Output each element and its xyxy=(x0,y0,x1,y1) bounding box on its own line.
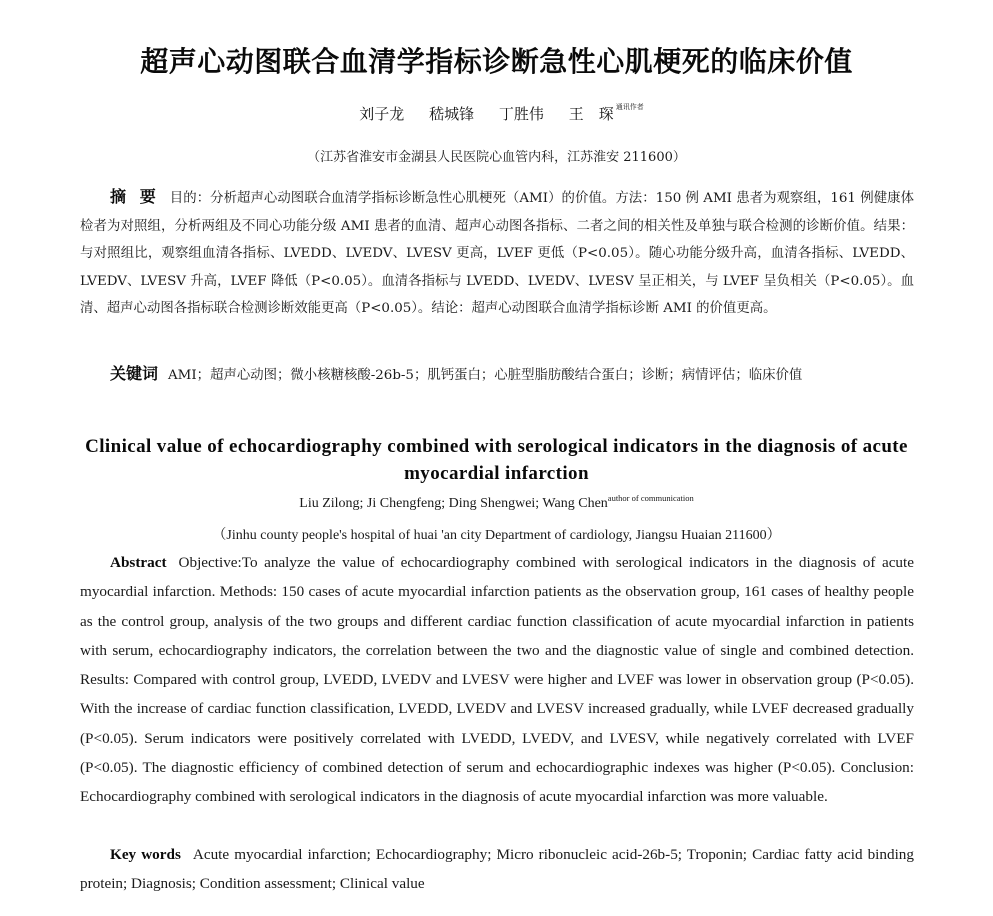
english-author-list xyxy=(0,493,993,512)
english-keywords-text: Acute myocardial infarction; Echocardiography; Micro ribonucleic acid-26b-5; Troponin; Cardiac fatty acid binding protein; Diagnosis; Condition assessment; Clinical value xyxy=(80,846,914,893)
chinese-affiliation: （江苏省淮安市金湖县人民医院心血管内科，江苏淮安 211600） xyxy=(307,150,686,165)
corresponding-author-mark: 通讯作者 xyxy=(615,103,644,111)
english-abstract-label: Abstract xyxy=(110,554,167,571)
english-affiliation: （Jinhu county people's hospital of huai 'an city Department of cardiology, Jiangsu Huaian 211600） xyxy=(212,528,781,543)
english-authors: Liu Zilong; Ji Chengfeng; Ding Shengwei; Wang Chen xyxy=(299,496,608,511)
chinese-title: 超声心动图联合血清学指标诊断急性心肌梗死的临床价值 xyxy=(140,45,853,78)
chinese-author: 嵇城锋 xyxy=(429,105,475,123)
chinese-abstract-label: 摘 要 xyxy=(110,187,160,206)
english-title: Clinical value of echocardiography combined with serological indicators in the diagnosis of acute myocardial infarction xyxy=(85,436,908,484)
chinese-author: 王 琛 xyxy=(568,105,614,123)
chinese-keywords xyxy=(80,360,914,390)
chinese-author-list xyxy=(0,102,993,124)
chinese-keywords-text: AMI；超声心动图；微小核糖核酸-26b-5；肌钙蛋白；心脏型脂肪酸结合蛋白；诊断；病情评估；临床价值 xyxy=(168,368,803,383)
chinese-keywords-label: 关键词 xyxy=(110,364,159,383)
english-corresponding-author-mark: author of communication xyxy=(607,493,694,503)
english-abstract xyxy=(80,548,914,812)
chinese-abstract xyxy=(80,183,914,323)
english-abstract-text: Objective:To analyze the value of echocardiography combined with serological indicators in the diagnosis of acute myocardial infarction. Methods: 150 cases of acute myocardial infarction patients as the observation group, 161 cases of healthy people as the control group, analysis of the two groups and different cardiac function classification of acute myocardial infarction in patients with serum, echocardiography indicators, the correlation between the two and the diagnostic value of single and combined detection. Results: Compared with control group, LVEDD, LVEDV and LVESV were higher and LVEF was lower in observation group (P<0.05). With the increase of cardiac function classification, LVEDD, LVEDV and LVESV increased gradually, while LVEF decreased gradually (P<0.05). Serum indicators were positively correlated with LVEDD, LVEDV, and LVESV, while negatively correlated with LVEF (P<0.05). The diagnostic efficiency of combined detection of serum and echocardiographic indexes was higher (P<0.05). Conclusion: Echocardiography combined with serological indicators in the diagnosis of acute myocardial infarction was more valuable. xyxy=(80,554,914,806)
chinese-author: 丁胜伟 xyxy=(498,105,544,123)
chinese-author: 刘子龙 xyxy=(359,105,405,123)
english-keywords xyxy=(80,840,914,899)
english-keywords-label: Key words xyxy=(110,846,181,863)
chinese-abstract-text: 目的：分析超声心动图联合血清学指标诊断急性心肌梗死（AMI）的价值。方法：150 例 AMI 患者为观察组，161 例健康体检者为对照组，分析两组及不同心功能分级 AMI 患者的血清、超声心动图各指标、二者之间的相关性及单独与联合检测的诊断价值。结果：与对照组比，观察组血清各指标、LVEDD、LVEDV、LVESV 更高，LVEF 更低（P<0.05）。随心功能分级升高，血清各指标、LVEDD、LVEDV、LVESV 升高，LVEF 降低（P<0.05）。血清各指标与 LVEDD、LVEDV、LVESV 呈正相关，与 LVEF 呈负相关（P<0.05）。血清、超声心动图各指标联合检测诊断效能更高（P<0.05）。结论：超声心动图联合血清学指标诊断 AMI 的价值更高。 xyxy=(80,191,914,316)
